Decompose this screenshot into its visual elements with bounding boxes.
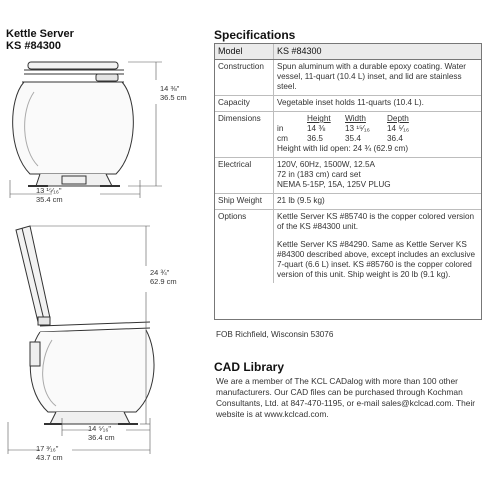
spec-label: Construction: [215, 60, 274, 96]
fob-line: FOB Richfield, Wisconsin 53076: [216, 330, 334, 339]
front-height-label: 14 ⅜" 36.5 cm: [160, 84, 187, 102]
specifications-heading: Specifications: [214, 28, 296, 42]
spec-label: Model: [215, 44, 274, 60]
cad-library-text: We are a member of The KCL CADalog with more than 100 other manufacturers. Our CAD files can be purchased through Kochman Consultants, Ltd. at 847-470-1195, or e-mail sales@kclcad.com. Their website is at www.kclcad.com.: [216, 376, 476, 419]
options-paragraph: Kettle Server KS #85740 is the copper colored version of the KS #84300 unit.: [277, 212, 475, 231]
spec-label: Dimensions: [215, 112, 274, 158]
spec-value: Spun aluminum with a durable epoxy coating. Water vessel, 11-quart (10.4 L) inset, and lid are stainless steel.: [274, 60, 482, 96]
front-width-label: 13 ¹⁵⁄₁₆" 35.4 cm: [36, 186, 63, 204]
spec-row-dimensions: [215, 112, 481, 158]
side-open-height-label: 24 ¾" 62.9 cm: [150, 268, 177, 286]
options-paragraph: Kettle Server KS #84290. Same as Kettle Server KS #84300 described above, except includes an exclusive 7-quart (6.6 L) inset. KS #85760 is the copper colored version of this unit. Ship weight is 20 lb (9.1 kg).: [277, 240, 475, 279]
dim-head-depth: Depth: [387, 114, 409, 123]
spec-label: Ship Weight: [215, 194, 274, 210]
spec-row-ship-weight: [215, 194, 481, 210]
spec-value: KS #84300: [274, 44, 482, 60]
electrical-line: 72 in (183 cm) card set: [277, 170, 361, 179]
electrical-line: 120V, 60Hz, 1500W, 12.5A: [277, 160, 376, 169]
spec-row-model: [215, 44, 481, 60]
spec-label: Capacity: [215, 96, 274, 112]
spec-value: [274, 112, 482, 158]
spec-row-options: [215, 210, 481, 284]
spec-value: [274, 158, 482, 194]
spec-label: Options: [215, 210, 274, 284]
side-open-depth-label: 17 ³⁄₁₆" 43.7 cm: [36, 444, 63, 462]
electrical-line: NEMA 5-15P, 15A, 125V PLUG: [277, 180, 391, 189]
dim-cm-height: 36.5: [307, 134, 323, 143]
dim-cm-width: 35.4: [345, 134, 361, 143]
product-title: [6, 28, 74, 52]
spec-label: Electrical: [215, 158, 274, 194]
product-name: Kettle Server: [6, 28, 74, 40]
spec-row-electrical: [215, 158, 481, 194]
dim-in-height: 14 ⅜: [307, 124, 326, 133]
product-model: KS #84300: [6, 40, 62, 52]
dim-head-width: Width: [345, 114, 366, 123]
specifications-table: [214, 43, 482, 320]
side-depth-label: 14 ⁵⁄₁₆" 36.4 cm: [88, 424, 115, 442]
dim-cm-depth: 36.4: [387, 134, 403, 143]
dim-in-depth: 14 ⁵⁄₁₆: [387, 124, 410, 133]
kettle-front-view-drawing: [0, 52, 205, 212]
dim-head-height: Height: [307, 114, 331, 123]
spec-row-construction: [215, 60, 481, 96]
spec-value: Vegetable inset holds 11-quarts (10.4 L).: [274, 96, 482, 112]
dim-unit-cm: cm: [277, 134, 288, 143]
dim-lid-open: Height with lid open: 24 ¾ (62.9 cm): [277, 144, 409, 153]
spec-value: 21 lb (9.5 kg): [274, 194, 482, 210]
dimensions-grid: [277, 114, 478, 144]
dim-unit-in: in: [277, 124, 284, 133]
dim-in-width: 13 ¹⁵⁄₁₆: [345, 124, 370, 133]
cad-library-heading: CAD Library: [214, 360, 285, 374]
spec-value: [274, 210, 482, 284]
spec-row-capacity: [215, 96, 481, 112]
